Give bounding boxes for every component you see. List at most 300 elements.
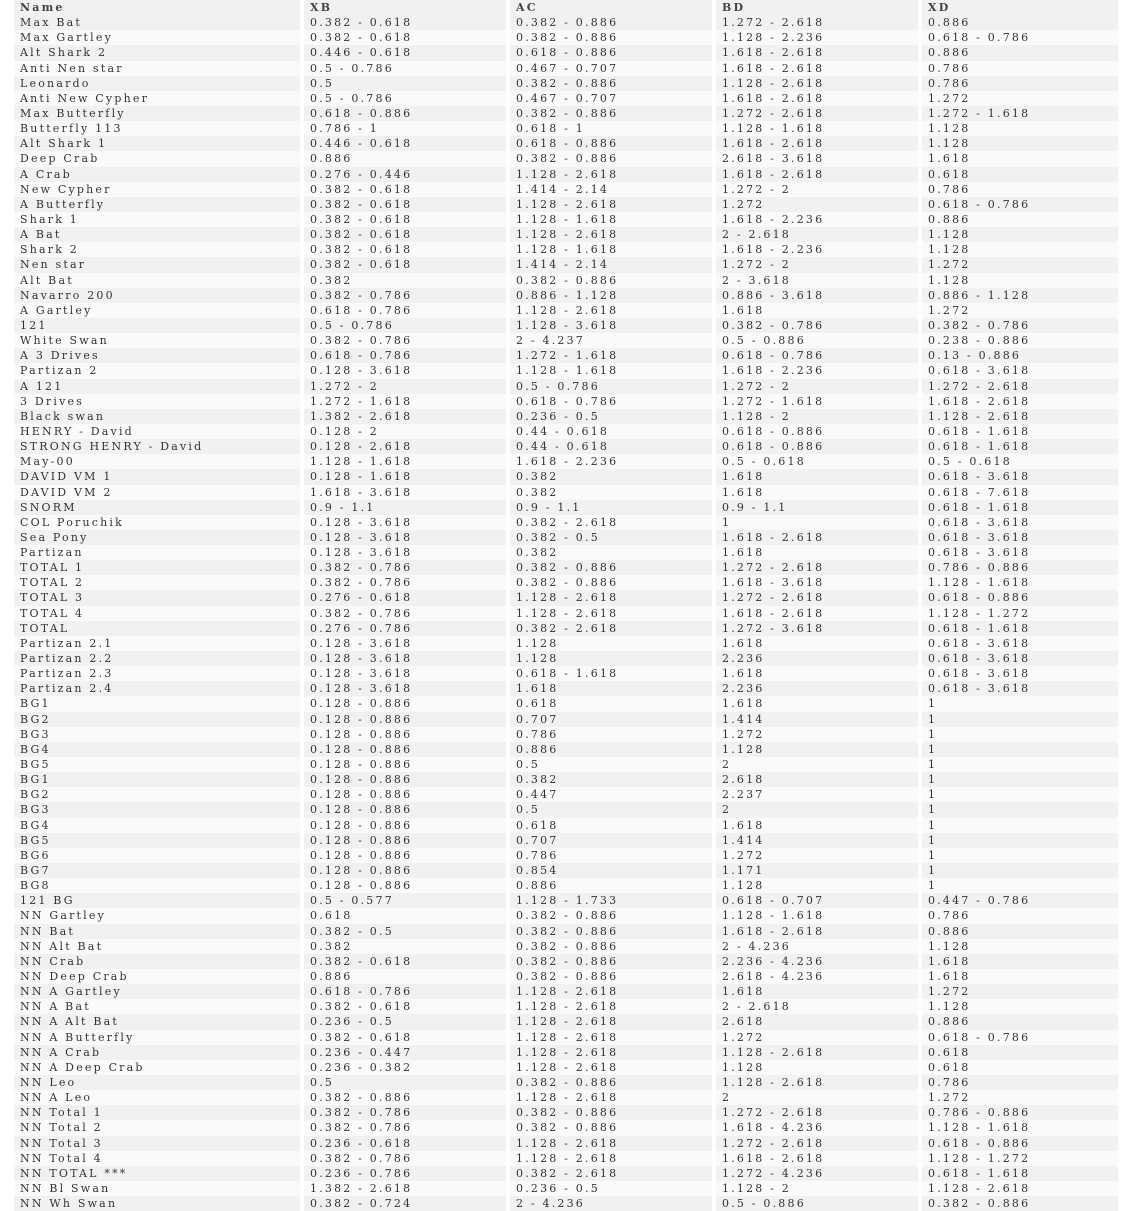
cell-xd: 0.618 [922, 167, 1118, 182]
cell-ac: 0.382 - 0.886 [510, 1120, 712, 1135]
table-row [14, 379, 1118, 394]
cell-bd: 1.618 [716, 636, 918, 651]
table-row [14, 939, 1118, 954]
cell-xb: 0.618 - 0.786 [304, 303, 506, 318]
cell-name: Shark 1 [14, 212, 300, 227]
cell-xd: 0.618 - 1.618 [922, 439, 1118, 454]
cell-name: A Bat [14, 227, 300, 242]
cell-xd: 1.618 [922, 151, 1118, 166]
cell-name: BG4 [14, 818, 300, 833]
cell-name: NN Crab [14, 954, 300, 969]
cell-name: Anti Nen star [14, 61, 300, 76]
table-row [14, 681, 1118, 696]
cell-name: May-00 [14, 454, 300, 469]
cell-bd: 1.618 [716, 818, 918, 833]
cell-ac: 0.382 - 0.886 [510, 273, 712, 288]
cell-xd: 1.272 [922, 257, 1118, 272]
cell-xd: 0.618 - 1.618 [922, 621, 1118, 636]
cell-ac: 0.44 - 0.618 [510, 439, 712, 454]
cell-xb: 0.382 - 0.618 [304, 999, 506, 1014]
table-row [14, 590, 1118, 605]
table-row [14, 1060, 1118, 1075]
table-row [14, 984, 1118, 999]
cell-xb: 0.5 - 0.786 [304, 318, 506, 333]
cell-name: Anti New Cypher [14, 91, 300, 106]
cell-xb: 0.128 - 3.618 [304, 363, 506, 378]
cell-bd: 1.272 - 2 [716, 182, 918, 197]
cell-xb: 0.128 - 0.886 [304, 802, 506, 817]
cell-bd: 0.618 - 0.707 [716, 893, 918, 908]
cell-ac: 0.382 - 0.886 [510, 924, 712, 939]
cell-xd: 0.238 - 0.886 [922, 333, 1118, 348]
table-row [14, 121, 1118, 136]
cell-xb: 0.128 - 3.618 [304, 681, 506, 696]
cell-xd: 0.618 - 3.618 [922, 681, 1118, 696]
table-row [14, 802, 1118, 817]
cell-name: BG8 [14, 878, 300, 893]
cell-name: NN Total 2 [14, 1120, 300, 1135]
table-row [14, 227, 1118, 242]
cell-bd: 1.272 [716, 848, 918, 863]
cell-ac: 1.128 - 2.618 [510, 1014, 712, 1029]
cell-bd: 1.128 - 2 [716, 1181, 918, 1196]
cell-ac: 2 - 4.237 [510, 333, 712, 348]
cell-xd: 1.272 [922, 984, 1118, 999]
table-row [14, 560, 1118, 575]
cell-ac: 0.618 - 1.618 [510, 666, 712, 681]
cell-name: NN Wh Swan [14, 1196, 300, 1211]
table-row [14, 167, 1118, 182]
table-row [14, 257, 1118, 272]
table-row [14, 30, 1118, 45]
cell-ac: 0.382 - 0.886 [510, 151, 712, 166]
table-row [14, 242, 1118, 257]
cell-bd: 2.618 - 3.618 [716, 151, 918, 166]
cell-name: DAVID VM 1 [14, 469, 300, 484]
cell-xb: 0.128 - 0.886 [304, 848, 506, 863]
cell-name: Partizan 2.4 [14, 681, 300, 696]
cell-xb: 0.446 - 0.618 [304, 136, 506, 151]
cell-ac: 0.886 [510, 878, 712, 893]
cell-ac: 0.382 - 0.886 [510, 1105, 712, 1120]
cell-xd: 0.886 [922, 1014, 1118, 1029]
cell-ac: 0.44 - 0.618 [510, 424, 712, 439]
cell-bd: 1.618 - 2.618 [716, 1151, 918, 1166]
table-row [14, 651, 1118, 666]
cell-name: Partizan 2 [14, 363, 300, 378]
table-row [14, 878, 1118, 893]
cell-xb: 0.236 - 0.786 [304, 1166, 506, 1181]
table-row [14, 1166, 1118, 1181]
cell-ac: 1.128 - 2.618 [510, 1090, 712, 1105]
column-header-name: Name [14, 0, 300, 15]
cell-bd: 1.272 - 2.618 [716, 560, 918, 575]
cell-bd: 1.618 - 2.618 [716, 91, 918, 106]
table-row [14, 863, 1118, 878]
cell-xd: 0.618 - 0.786 [922, 30, 1118, 45]
cell-ac: 1.128 - 3.618 [510, 318, 712, 333]
cell-xd: 1.272 - 2.618 [922, 379, 1118, 394]
cell-xd: 1.128 [922, 939, 1118, 954]
cell-name: NN Gartley [14, 908, 300, 923]
cell-bd: 1.128 - 2.618 [716, 1075, 918, 1090]
cell-name: A Gartley [14, 303, 300, 318]
cell-name: A Butterfly [14, 197, 300, 212]
cell-xb: 0.5 - 0.577 [304, 893, 506, 908]
cell-name: BG7 [14, 863, 300, 878]
cell-xd: 1 [922, 878, 1118, 893]
cell-bd: 0.9 - 1.1 [716, 500, 918, 515]
cell-xd: 1.618 [922, 954, 1118, 969]
cell-ac: 0.382 [510, 485, 712, 500]
cell-xb: 0.382 - 0.618 [304, 15, 506, 30]
cell-bd: 0.382 - 0.786 [716, 318, 918, 333]
cell-xb: 0.128 - 0.886 [304, 787, 506, 802]
table-row [14, 575, 1118, 590]
cell-name: Sea Pony [14, 530, 300, 545]
cell-ac: 0.382 - 0.886 [510, 106, 712, 121]
cell-bd: 1.618 - 2.618 [716, 136, 918, 151]
cell-xd: 0.886 [922, 924, 1118, 939]
table-row [14, 969, 1118, 984]
cell-name: Butterfly 113 [14, 121, 300, 136]
cell-xd: 1 [922, 742, 1118, 757]
cell-bd: 2 - 2.618 [716, 999, 918, 1014]
table-row [14, 197, 1118, 212]
cell-ac: 0.618 - 0.886 [510, 136, 712, 151]
cell-name: NN A Crab [14, 1045, 300, 1060]
cell-xd: 1 [922, 727, 1118, 742]
cell-name: Alt Shark 1 [14, 136, 300, 151]
cell-ac: 0.382 - 0.886 [510, 939, 712, 954]
cell-xb: 1.272 - 2 [304, 379, 506, 394]
table-row [14, 1090, 1118, 1105]
cell-xd: 0.447 - 0.786 [922, 893, 1118, 908]
cell-xd: 1.618 - 2.618 [922, 394, 1118, 409]
cell-xb: 0.618 - 0.786 [304, 984, 506, 999]
cell-name: NN A Deep Crab [14, 1060, 300, 1075]
table-row [14, 288, 1118, 303]
table-row [14, 91, 1118, 106]
table-row [14, 606, 1118, 621]
cell-xd: 0.786 [922, 76, 1118, 91]
cell-xb: 0.128 - 0.886 [304, 727, 506, 742]
cell-xd: 0.786 [922, 1075, 1118, 1090]
cell-name: NN Bl Swan [14, 1181, 300, 1196]
cell-ac: 0.707 [510, 833, 712, 848]
cell-xd: 1 [922, 712, 1118, 727]
cell-bd: 1.618 - 2.236 [716, 212, 918, 227]
cell-ac: 0.382 [510, 545, 712, 560]
cell-ac: 1.128 - 1.618 [510, 242, 712, 257]
cell-ac: 0.9 - 1.1 [510, 500, 712, 515]
cell-name: Nen star [14, 257, 300, 272]
cell-xd: 0.618 - 0.886 [922, 1136, 1118, 1151]
table-row [14, 485, 1118, 500]
cell-ac: 0.886 - 1.128 [510, 288, 712, 303]
cell-name: BG2 [14, 712, 300, 727]
table-row [14, 61, 1118, 76]
table-row [14, 348, 1118, 363]
cell-bd: 1.272 - 3.618 [716, 621, 918, 636]
cell-xb: 0.382 - 0.724 [304, 1196, 506, 1211]
table-row [14, 45, 1118, 60]
cell-ac: 0.382 - 0.886 [510, 954, 712, 969]
cell-xd: 0.886 - 1.128 [922, 288, 1118, 303]
cell-ac: 0.618 - 1 [510, 121, 712, 136]
cell-ac: 0.5 [510, 802, 712, 817]
cell-ac: 1.128 - 2.618 [510, 303, 712, 318]
cell-xd: 0.886 [922, 15, 1118, 30]
cell-xb: 0.236 - 0.618 [304, 1136, 506, 1151]
table-row [14, 636, 1118, 651]
cell-ac: 1.128 - 2.618 [510, 999, 712, 1014]
cell-ac: 0.618 - 0.786 [510, 394, 712, 409]
cell-ac: 1.128 - 2.618 [510, 197, 712, 212]
cell-xb: 0.276 - 0.786 [304, 621, 506, 636]
cell-bd: 1.128 - 1.618 [716, 121, 918, 136]
cell-xd: 0.5 - 0.618 [922, 454, 1118, 469]
cell-bd: 1.618 - 2.618 [716, 167, 918, 182]
cell-name: NN Total 3 [14, 1136, 300, 1151]
cell-xb: 0.786 - 1 [304, 121, 506, 136]
cell-bd: 1.128 [716, 1060, 918, 1075]
table-row [14, 182, 1118, 197]
table-body [14, 15, 1118, 1211]
cell-bd: 1 [716, 515, 918, 530]
cell-bd: 1.618 - 2.618 [716, 530, 918, 545]
cell-xb: 0.446 - 0.618 [304, 45, 506, 60]
table-row [14, 954, 1118, 969]
cell-bd: 1.128 [716, 742, 918, 757]
cell-xb: 0.276 - 0.618 [304, 590, 506, 605]
cell-bd: 1.618 - 2.236 [716, 363, 918, 378]
cell-ac: 1.128 - 1.733 [510, 893, 712, 908]
cell-name: STRONG HENRY - David [14, 439, 300, 454]
cell-xb: 1.272 - 1.618 [304, 394, 506, 409]
table-row [14, 1045, 1118, 1060]
cell-xd: 0.618 - 3.618 [922, 469, 1118, 484]
table-row [14, 333, 1118, 348]
cell-bd: 1.272 - 2.618 [716, 1105, 918, 1120]
cell-xd: 1.128 - 1.618 [922, 575, 1118, 590]
cell-ac: 0.382 [510, 469, 712, 484]
cell-name: TOTAL 2 [14, 575, 300, 590]
cell-name: Shark 2 [14, 242, 300, 257]
table-header-row [14, 0, 1118, 15]
table-row [14, 1075, 1118, 1090]
cell-xb: 0.5 - 0.786 [304, 61, 506, 76]
cell-xb: 0.128 - 0.886 [304, 757, 506, 772]
cell-xb: 0.236 - 0.5 [304, 1014, 506, 1029]
cell-xb: 0.128 - 0.886 [304, 772, 506, 787]
cell-ac: 0.618 [510, 696, 712, 711]
cell-bd: 1.272 - 2 [716, 257, 918, 272]
cell-xb: 0.5 [304, 1075, 506, 1090]
table-row [14, 787, 1118, 802]
cell-name: TOTAL 4 [14, 606, 300, 621]
table-row [14, 394, 1118, 409]
cell-name: DAVID VM 2 [14, 485, 300, 500]
cell-bd: 1.618 [716, 469, 918, 484]
cell-name: NN Deep Crab [14, 969, 300, 984]
cell-ac: 1.128 [510, 636, 712, 651]
cell-name: Max Gartley [14, 30, 300, 45]
cell-bd: 1.272 - 2.618 [716, 590, 918, 605]
cell-xd: 1.618 [922, 969, 1118, 984]
cell-xd: 1.272 [922, 303, 1118, 318]
cell-xb: 0.382 - 0.618 [304, 197, 506, 212]
cell-name: BG1 [14, 772, 300, 787]
cell-xb: 0.128 - 2 [304, 424, 506, 439]
cell-xb: 0.382 [304, 273, 506, 288]
table-row [14, 1151, 1118, 1166]
cell-ac: 0.382 - 2.618 [510, 1166, 712, 1181]
cell-ac: 1.128 - 1.618 [510, 363, 712, 378]
cell-ac: 0.382 - 0.886 [510, 15, 712, 30]
cell-xd: 1 [922, 696, 1118, 711]
cell-xb: 0.382 - 0.618 [304, 227, 506, 242]
cell-name: New Cypher [14, 182, 300, 197]
cell-name: TOTAL [14, 621, 300, 636]
cell-xb: 0.382 - 0.618 [304, 257, 506, 272]
cell-xb: 0.382 - 0.618 [304, 182, 506, 197]
cell-xb: 0.5 - 0.786 [304, 91, 506, 106]
cell-xb: 0.382 - 0.786 [304, 1105, 506, 1120]
cell-xd: 0.618 - 3.618 [922, 530, 1118, 545]
cell-name: Max Butterfly [14, 106, 300, 121]
cell-bd: 2.618 [716, 1014, 918, 1029]
cell-ac: 0.382 - 0.886 [510, 908, 712, 923]
cell-ac: 1.128 - 2.618 [510, 167, 712, 182]
cell-name: 3 Drives [14, 394, 300, 409]
cell-xd: 0.618 - 0.786 [922, 197, 1118, 212]
cell-xd: 0.618 - 0.786 [922, 1030, 1118, 1045]
cell-bd: 0.618 - 0.786 [716, 348, 918, 363]
cell-xb: 0.128 - 3.618 [304, 636, 506, 651]
cell-bd: 1.272 - 4.236 [716, 1166, 918, 1181]
cell-bd: 1.618 - 2.236 [716, 242, 918, 257]
cell-xb: 1.382 - 2.618 [304, 409, 506, 424]
column-header-ac: AC [510, 0, 712, 15]
cell-bd: 2.618 [716, 772, 918, 787]
cell-xb: 0.128 - 0.886 [304, 696, 506, 711]
cell-ac: 0.786 [510, 727, 712, 742]
cell-xb: 0.128 - 0.886 [304, 833, 506, 848]
cell-ac: 1.128 - 2.618 [510, 1151, 712, 1166]
cell-ac: 2 - 4.236 [510, 1196, 712, 1211]
cell-ac: 1.414 - 2.14 [510, 257, 712, 272]
cell-bd: 1.618 - 2.618 [716, 61, 918, 76]
cell-bd: 1.414 [716, 712, 918, 727]
cell-xd: 1.128 - 1.618 [922, 1120, 1118, 1135]
cell-bd: 1.618 [716, 485, 918, 500]
cell-ac: 1.618 [510, 681, 712, 696]
table-row [14, 545, 1118, 560]
cell-xb: 0.382 - 0.618 [304, 1030, 506, 1045]
cell-xd: 0.618 - 3.618 [922, 636, 1118, 651]
cell-name: 121 BG [14, 893, 300, 908]
cell-bd: 1.272 - 1.618 [716, 394, 918, 409]
cell-ac: 1.128 - 2.618 [510, 227, 712, 242]
table-row [14, 1014, 1118, 1029]
cell-xb: 0.618 - 0.886 [304, 106, 506, 121]
cell-bd: 1.618 - 4.236 [716, 1120, 918, 1135]
cell-xd: 0.382 - 0.786 [922, 318, 1118, 333]
cell-xb: 0.382 - 0.786 [304, 1120, 506, 1135]
cell-ac: 0.854 [510, 863, 712, 878]
cell-xd: 1.272 - 1.618 [922, 106, 1118, 121]
table-row [14, 712, 1118, 727]
cell-xd: 0.618 - 0.886 [922, 590, 1118, 605]
table-row [14, 303, 1118, 318]
cell-xb: 0.618 - 0.786 [304, 348, 506, 363]
cell-bd: 1.618 [716, 545, 918, 560]
cell-xb: 0.382 - 0.618 [304, 212, 506, 227]
cell-name: TOTAL 3 [14, 590, 300, 605]
cell-bd: 1.272 - 2 [716, 379, 918, 394]
cell-ac: 0.618 [510, 818, 712, 833]
cell-ac: 1.128 - 2.618 [510, 984, 712, 999]
cell-xd: 0.618 [922, 1045, 1118, 1060]
cell-bd: 2.618 - 4.236 [716, 969, 918, 984]
table-row [14, 1120, 1118, 1135]
cell-name: A 3 Drives [14, 348, 300, 363]
cell-xd: 1 [922, 802, 1118, 817]
cell-bd: 2 - 2.618 [716, 227, 918, 242]
cell-name: A 121 [14, 379, 300, 394]
cell-xb: 1.382 - 2.618 [304, 1181, 506, 1196]
cell-name: BG1 [14, 696, 300, 711]
cell-ac: 0.5 - 0.786 [510, 379, 712, 394]
table-row [14, 621, 1118, 636]
table-row [14, 696, 1118, 711]
cell-bd: 2 - 3.618 [716, 273, 918, 288]
cell-xb: 0.382 - 0.786 [304, 606, 506, 621]
table-row [14, 136, 1118, 151]
cell-xb: 0.618 [304, 908, 506, 923]
cell-name: NN A Alt Bat [14, 1014, 300, 1029]
cell-ac: 1.272 - 1.618 [510, 348, 712, 363]
cell-name: NN A Gartley [14, 984, 300, 999]
cell-xb: 0.128 - 0.886 [304, 742, 506, 757]
cell-xb: 0.128 - 1.618 [304, 469, 506, 484]
table-row [14, 515, 1118, 530]
cell-xd: 1 [922, 833, 1118, 848]
table-row [14, 999, 1118, 1014]
cell-bd: 2.236 [716, 651, 918, 666]
cell-bd: 0.618 - 0.886 [716, 424, 918, 439]
cell-xd: 0.886 [922, 212, 1118, 227]
cell-xd: 1.128 [922, 242, 1118, 257]
cell-ac: 0.382 - 0.886 [510, 575, 712, 590]
cell-xd: 0.786 - 0.886 [922, 560, 1118, 575]
cell-xd: 1.128 - 2.618 [922, 409, 1118, 424]
cell-bd: 1.618 - 3.618 [716, 575, 918, 590]
cell-bd: 1.128 - 2 [716, 409, 918, 424]
cell-ac: 0.382 - 0.886 [510, 1075, 712, 1090]
cell-xb: 0.382 [304, 939, 506, 954]
cell-bd: 1.272 - 2.618 [716, 106, 918, 121]
table-row [14, 848, 1118, 863]
cell-name: Alt Bat [14, 273, 300, 288]
cell-xb: 0.382 - 0.786 [304, 1151, 506, 1166]
cell-xb: 0.382 - 0.786 [304, 560, 506, 575]
cell-xd: 0.13 - 0.886 [922, 348, 1118, 363]
cell-name: NN A Bat [14, 999, 300, 1014]
cell-xd: 1 [922, 818, 1118, 833]
table-row [14, 424, 1118, 439]
